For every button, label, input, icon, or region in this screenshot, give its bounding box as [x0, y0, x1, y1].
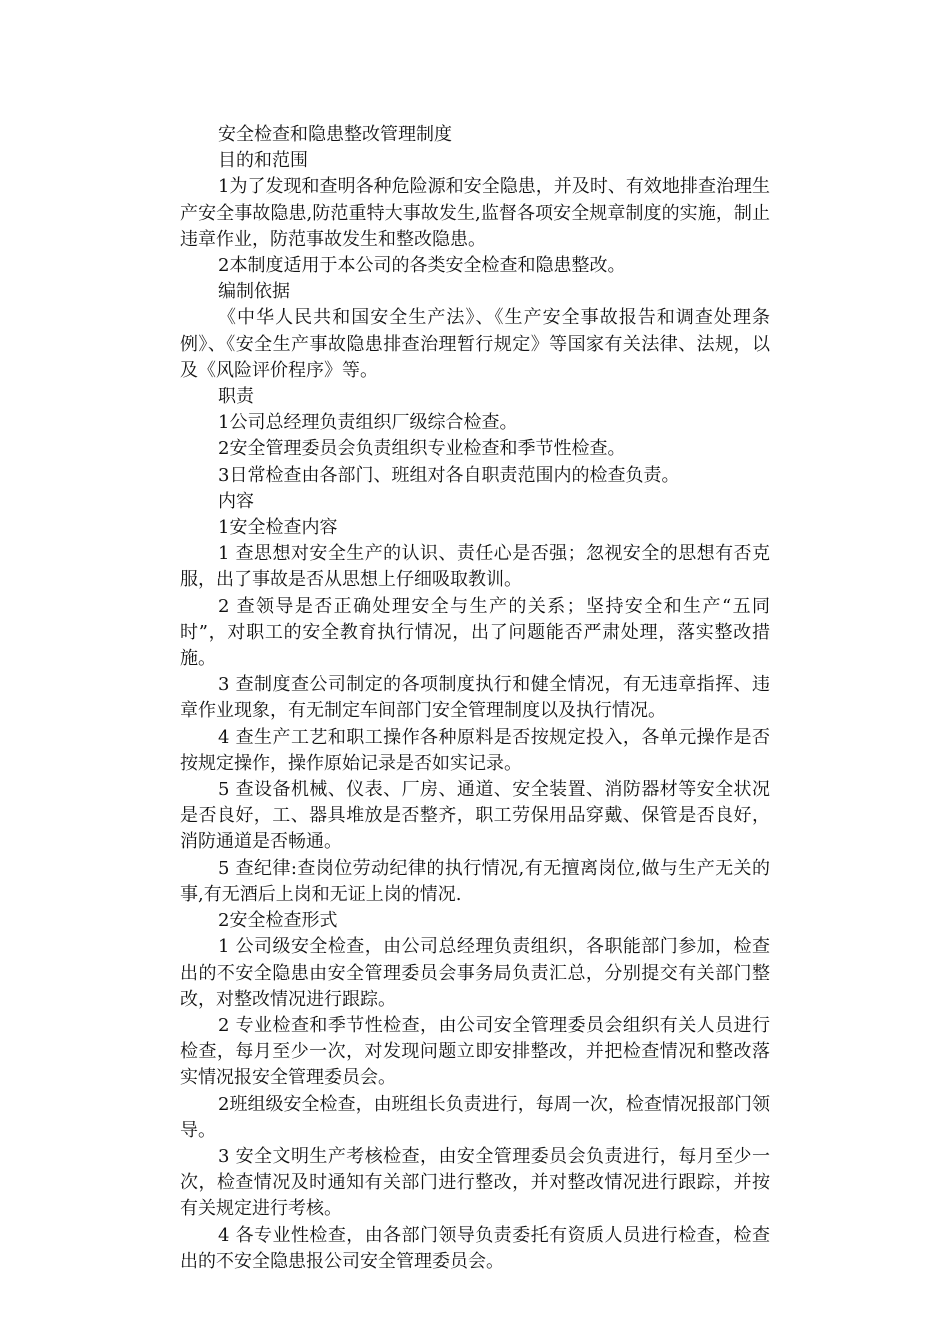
paragraph: 1为了发现和查明各种危险源和安全隐患，并及时、有效地排查治理生产安全事故隐患,防范重特大事故发生,监督各项安全规章制度的实施，制止违章作业，防范事故发生和整改隐患。	[180, 176, 770, 250]
paragraph: 5 查纪律:查岗位劳动纪律的执行情况,有无擅离岗位,做与生产无关的事,有无酒后上岗和无证上岗的情况.	[180, 857, 770, 905]
paragraph: 3 安全文明生产考核检查，由安全管理委员会负责进行，每月至少一次，检查情况及时通知有关部门进行整改，并对整改情况进行跟踪，并按有关规定进行考核。	[180, 1145, 770, 1220]
paragraph: 2班组级安全检查，由班组长负责进行，每周一次，检查情况报部门领导。	[180, 1093, 770, 1141]
document-page	[180, 122, 770, 1275]
paragraph: 2安全管理委员会负责组织专业检查和季节性检查。	[218, 438, 626, 460]
paragraph: 4 查生产工艺和职工操作各种原料是否按规定投入，各单元操作是否按规定操作，操作原始记录是否如实记录。	[180, 726, 770, 774]
paragraph: 3 查制度查公司制定的各项制度执行和健全情况，有无违章指挥、违章作业现象，有无制定车间部门安全管理制度以及执行情况。	[180, 674, 770, 722]
subsection-heading: 2安全检查形式	[218, 910, 338, 932]
subsection-heading: 1安全检查内容	[218, 517, 338, 539]
paragraph: 4 各专业性检查，由各部门领导负责委托有资质人员进行检查，检查出的不安全隐患报公司安全管理委员会。	[180, 1224, 770, 1272]
section-heading: 编制依据	[218, 281, 290, 303]
document-title: 安全检查和隐患整改管理制度	[218, 124, 452, 145]
paragraph: 5 查设备机械、仪表、厂房、通道、安全装置、消防器材等安全状况是否良好，工、器具堆放是否整齐，职工劳保用品穿戴、保管是否良好，消防通道是否畅通。	[180, 779, 770, 853]
section-heading: 职责	[218, 386, 254, 408]
section-heading: 内容	[218, 490, 254, 512]
paragraph: 2本制度适用于本公司的各类安全检查和隐患整改。	[218, 255, 626, 277]
section-heading: 目的和范围	[218, 150, 308, 172]
paragraph: 1 公司级安全检查，由公司总经理负责组织，各职能部门参加，检查出的不安全隐患由安全管理委员会事务局负责汇总，分别提交有关部门整改，对整改情况进行跟踪。	[180, 936, 770, 1010]
paragraph: 2 专业检查和季节性检查，由公司安全管理委员会组织有关人员进行检查，每月至少一次，对发现问题立即安排整改，并把检查情况和整改落实情况报安全管理委员会。	[180, 1014, 770, 1089]
paragraph: 1 查思想对安全生产的认识、责任心是否强；忽视安全的思想有否克服，出了事故是否从思想上仔细吸取教训。	[180, 543, 770, 591]
paragraph: 1公司总经理负责组织厂级综合检查。	[218, 412, 518, 434]
paragraph: 2 查领导是否正确处理安全与生产的关系；坚持安全和生产“五同时”，对职工的安全教育执行情况，出了问题能否严肃处理，落实整改措施。	[180, 595, 770, 670]
paragraph: 3日常检查由各部门、班组对各自职责范围内的检查负责。	[218, 464, 680, 486]
paragraph: 《中华人民共和国安全生产法》、《生产安全事故报告和调查处理条例》、《安全生产事故隐患排查治理暂行规定》等国家有关法律、法规，以及《风险评价程序》等。	[180, 307, 770, 381]
